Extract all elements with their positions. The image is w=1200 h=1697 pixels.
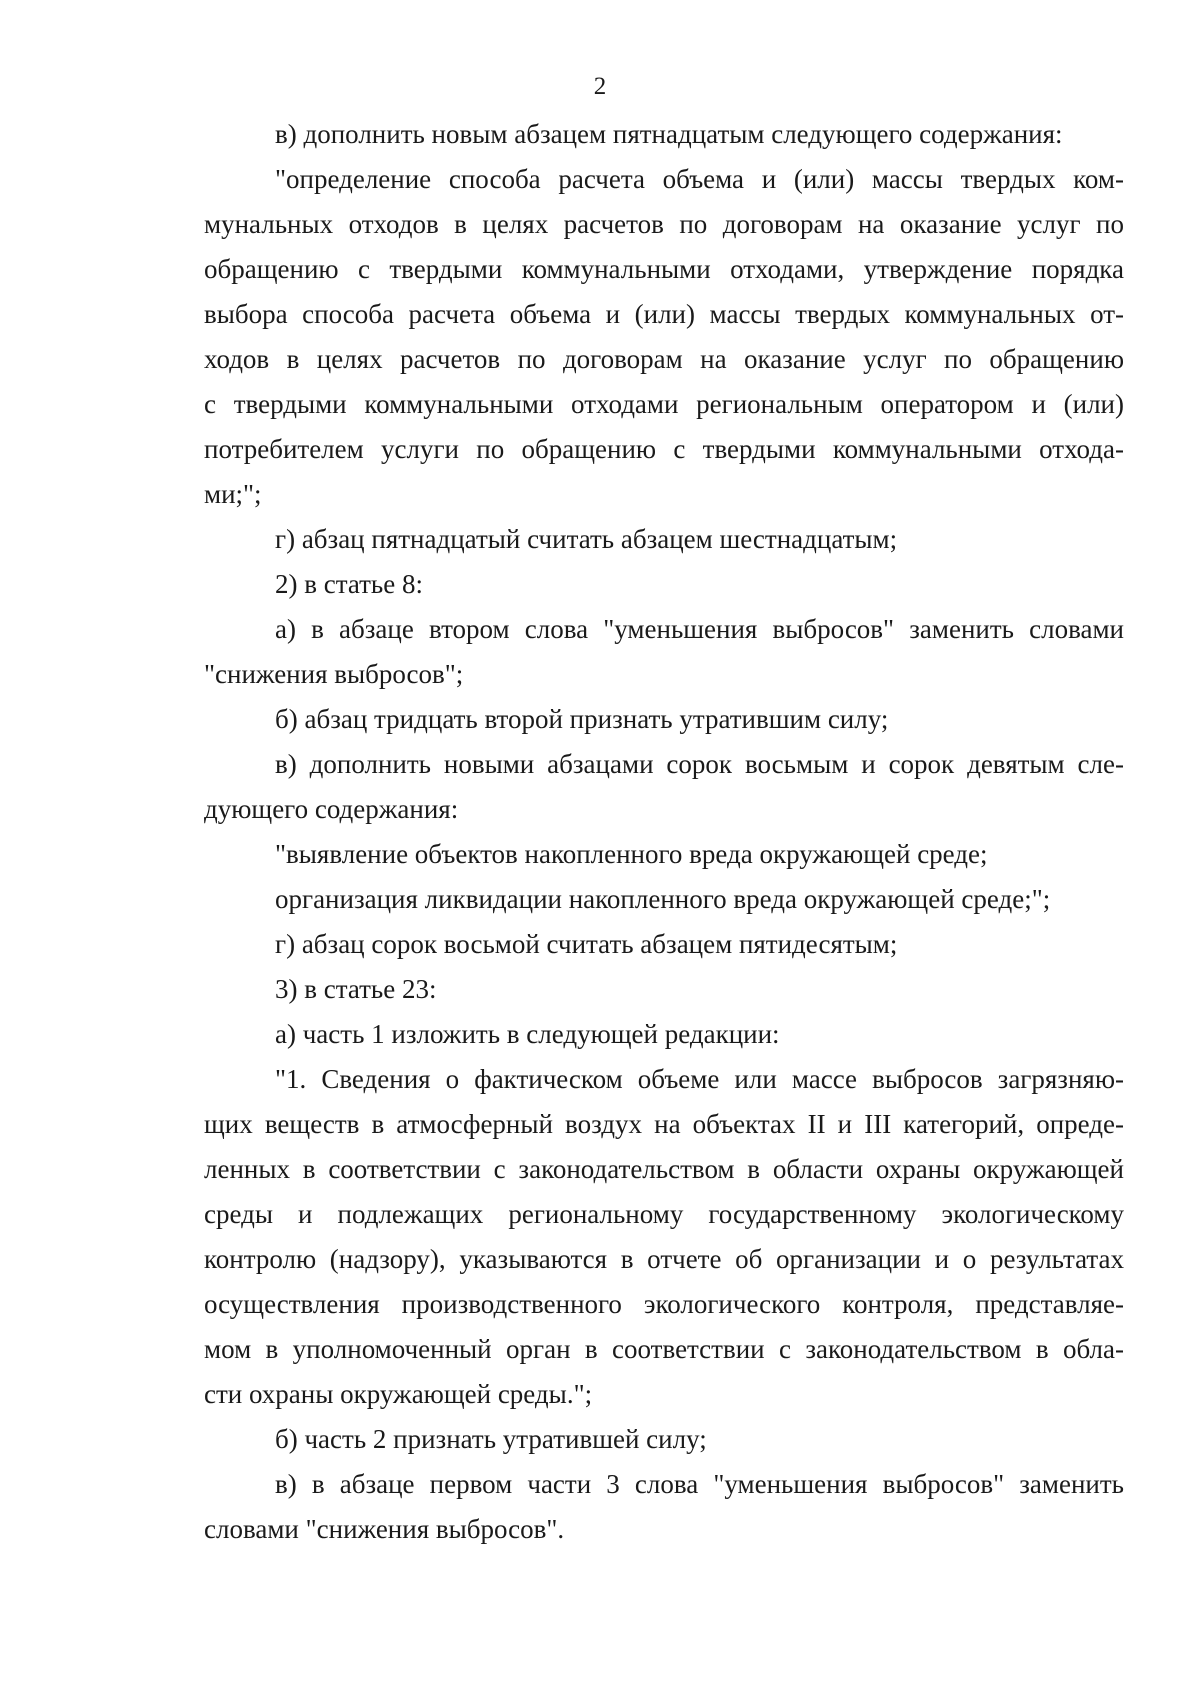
text-line: мом в уполномоченный орган в соответствии с законодательством в обла-	[204, 1334, 1124, 1364]
paragraph	[204, 697, 1124, 742]
text-line: с твердыми коммунальными отходами региональным оператором и (или)	[204, 389, 1124, 419]
text-line: 2) в статье 8:	[275, 569, 423, 599]
text-line: "выявление объектов накопленного вреда окружающей среде;	[275, 839, 988, 869]
text-line: "снижения выбросов";	[204, 659, 464, 689]
text-line: б) абзац тридцать второй признать утратившим силу;	[275, 704, 889, 734]
paragraph	[204, 1462, 1124, 1552]
paragraph	[204, 1012, 1124, 1057]
paragraph	[204, 877, 1124, 922]
text-line: 3) в статье 23:	[275, 974, 437, 1004]
paragraph	[204, 607, 1124, 697]
paragraph	[204, 517, 1124, 562]
text-line: дующего содержания:	[204, 794, 459, 824]
text-line: б) часть 2 признать утратившей силу;	[275, 1424, 707, 1454]
text-line: обращению с твердыми коммунальными отходами, утверждение порядка	[204, 254, 1124, 284]
text-line: осуществления производственного экологического контроля, представляе-	[204, 1289, 1124, 1319]
text-line: г) абзац сорок восьмой считать абзацем пятидесятым;	[275, 929, 898, 959]
paragraph	[204, 1057, 1124, 1417]
text-line: в) в абзаце первом части 3 слова "уменьшения выбросов" заменить	[275, 1469, 1124, 1499]
paragraph	[204, 832, 1124, 877]
paragraph	[204, 922, 1124, 967]
text-line: г) абзац пятнадцатый считать абзацем шестнадцатым;	[275, 524, 898, 554]
text-line: "1. Сведения о фактическом объеме или массе выбросов загрязняю-	[275, 1064, 1124, 1094]
text-line: ходов в целях расчетов по договорам на оказание услуг по обращению	[204, 344, 1124, 374]
text-line: потребителем услуги по обращению с твердыми коммунальными отхода-	[204, 434, 1124, 464]
text-line: "определение способа расчета объема и (или) массы твердых ком-	[275, 164, 1124, 194]
text-line: ленных в соответствии с законодательством в области охраны окружающей	[204, 1154, 1124, 1184]
text-line: а) часть 1 изложить в следующей редакции:	[275, 1019, 780, 1049]
paragraph	[204, 967, 1124, 1012]
text-line: выбора способа расчета объема и (или) массы твердых коммунальных от-	[204, 299, 1124, 329]
paragraph	[204, 562, 1124, 607]
page-number: 2	[593, 73, 607, 100]
text-line: среды и подлежащих региональному государственному экологическому	[204, 1199, 1124, 1229]
document-body	[204, 112, 1124, 1552]
text-line: ми;";	[204, 479, 262, 509]
text-line: мунальных отходов в целях расчетов по договорам на оказание услуг по	[204, 209, 1124, 239]
text-line: контролю (надзору), указываются в отчете об организации и о результатах	[204, 1244, 1124, 1274]
text-line: словами "снижения выбросов".	[204, 1514, 565, 1544]
paragraph	[204, 1417, 1124, 1462]
text-line: в) дополнить новым абзацем пятнадцатым следующего содержания:	[275, 119, 1063, 149]
text-line: а) в абзаце втором слова "уменьшения выбросов" заменить словами	[275, 614, 1124, 644]
paragraph	[204, 742, 1124, 832]
paragraph	[204, 157, 1124, 517]
paragraph	[204, 112, 1124, 157]
text-line: в) дополнить новыми абзацами сорок восьмым и сорок девятым сле-	[275, 749, 1124, 779]
text-line: щих веществ в атмосферный воздух на объектах II и III категорий, опреде-	[204, 1109, 1124, 1139]
text-line: организация ликвидации накопленного вреда окружающей среде;";	[275, 884, 1051, 914]
text-line: сти охраны окружающей среды.";	[204, 1379, 593, 1409]
